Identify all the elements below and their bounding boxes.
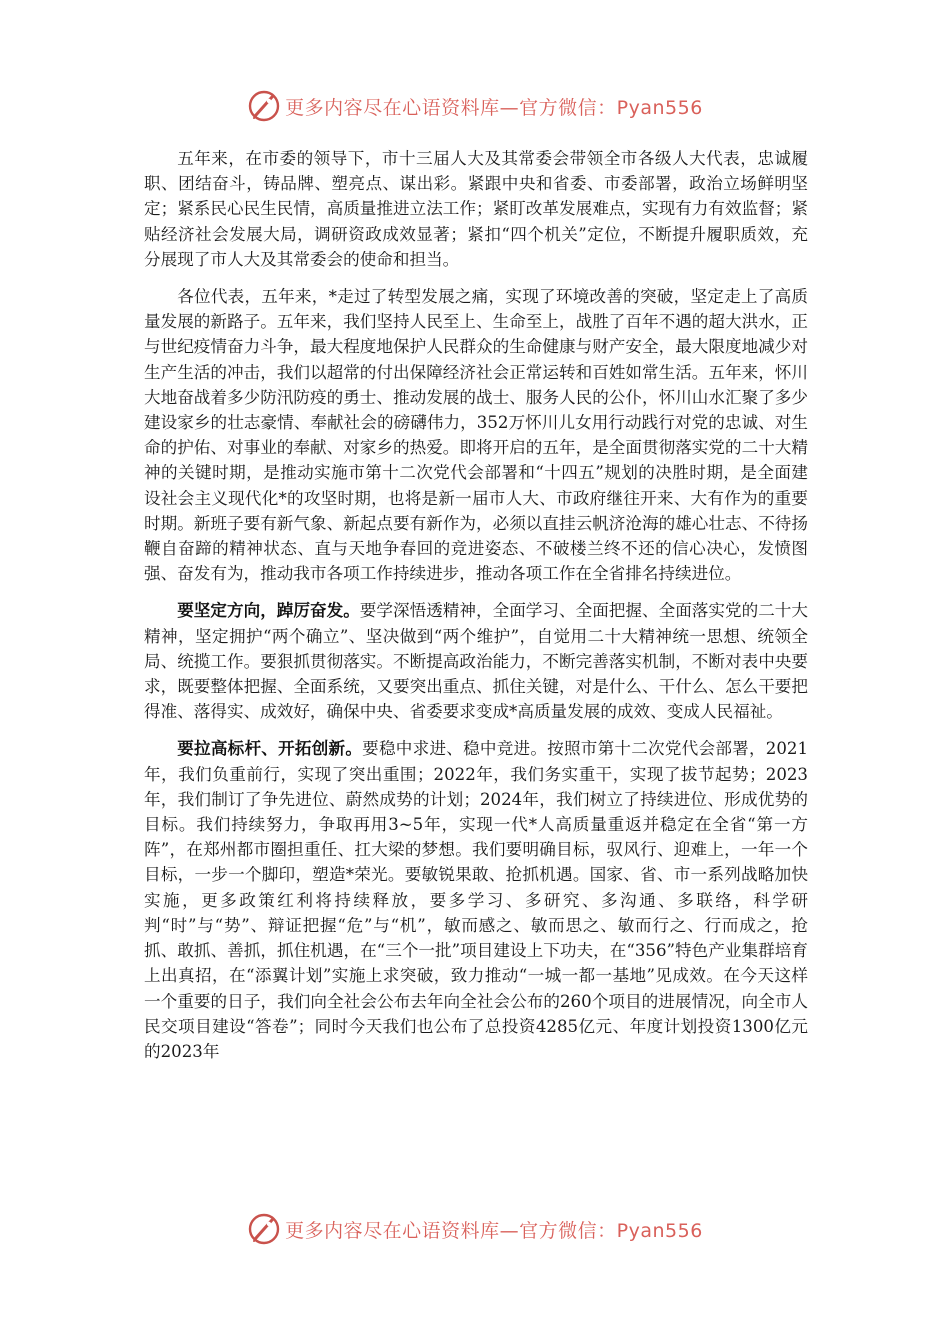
paragraph bbox=[144, 598, 808, 724]
watermark-text: 更多内容尽在心语资料库—官方微信：Pyan556 bbox=[285, 1219, 703, 1242]
paragraph-text: 要稳中求进、稳中竞进。按照市第十二次党代会部署，2021年，我们负重前行，实现了突出重围；2022年，我们务实重干，实现了拔节起势；2023年，我们制订了争先进位、蔚然成势的计划；2024年，我们树立了持续进位、形成优势的目标。我们持续努力，争取再用3~5年，实现一代*人高质量重返并稳定在全省“第一方阵”，在郑州都市圈担重任、扛大梁的梦想。我们要明确目标，驭风行、迎难上，一年一个目标，一步一个脚印，塑造*荣光。要敏锐果敢、抢抓机遇。国家、省、市一系列战略加快实施，更多政策红利将持续释放，要多学习、多研究、多沟通、多联络，科学研判“时”与“势”、辩证把握“危”与“机”，敏而感之、敏而思之、敏而行之、行而成之，抢抓、敢抓、善抓，抓住机遇，在“三个一批”项目建设上下功夫，在“356”特色产业集群培育上出真招，在“添翼计划”实施上求突破，致力推动“一城一都一基地”见成效。在今天这样一个重要的日子，我们向全社会公布去年向全社会公布的260个项目的进展情况，向全市人民交项目建设“答卷”；同时今天我们也公布了总投资4285亿元、年度计划投资1300亿元的2023年 bbox=[144, 739, 808, 1061]
paragraph-lead: 要坚定方向，踔厉奋发。 bbox=[177, 600, 360, 621]
paragraph-text: 各位代表，五年来，*走过了转型发展之痛，实现了环境改善的突破，坚定走上了高质量发展的新路子。五年来，我们坚持人民至上、生命至上，战胜了百年不遇的超大洪水，正与世纪疫情奋力斗争，最大程度地保护人民群众的生命健康与财产安全，最大限度地减少对生产生活的冲击，我们以超常的付出保障经济社会正常运转和百姓如常生活。五年来，怀川大地奋战着多少防汛防疫的勇士、推动发展的战士、服务人民的公仆，怀川山水汇聚了多少建设家乡的壮志豪情、奉献社会的磅礴伟力，352万怀川儿女用行动践行对党的忠诚、对生命的护佑、对事业的奉献、对家乡的热爱。即将开启的五年，是全面贯彻落实党的二十大精神的关键时期，是推动实施市第十二次党代会部署和“十四五”规划的决胜时期，是全面建设社会主义现代化*的攻坚时期，也将是新一届市人大、市政府继往开来、大有作为的重要时期。新班子要有新气象、新起点要有新作为，必须以直挂云帆济沧海的雄心壮志、不待扬鞭自奋蹄的精神状态、直与天地争春回的竞进姿态、不破楼兰终不还的信心决心，发愤图强、奋发有为，推动我市各项工作持续进步，推动各项工作在全省排名持续进位。 bbox=[144, 287, 808, 584]
paragraph bbox=[144, 284, 808, 586]
paragraph-lead: 要拉高标杆、开拓创新。 bbox=[177, 738, 363, 759]
header-watermark-banner bbox=[0, 86, 950, 126]
footer-watermark-banner bbox=[0, 1209, 950, 1249]
paragraph-text: 五年来，在市委的领导下，市十三届人大及其常委会带领全市各级人大代表，忠诚履职、团结奋斗，铸品牌、塑亮点、谋出彩。紧跟中央和省委、市委部署，政治立场鲜明坚定；紧系民心民生民情，高质量推进立法工作；紧盯改革发展难点，实现有力有效监督；紧贴经济社会发展大局，调研资政成效显著；紧扣“四个机关”定位，不断提升履职质效，充分展现了市人大及其常委会的使命和担当。 bbox=[144, 149, 808, 269]
pen-logo-icon bbox=[247, 89, 281, 123]
document-body bbox=[144, 146, 808, 1076]
paragraph bbox=[144, 146, 808, 272]
paragraph bbox=[144, 736, 808, 1064]
pen-logo-icon bbox=[247, 1212, 281, 1246]
paragraph-text: 要学深悟透精神，全面学习、全面把握、全面落实党的二十大精神，坚定拥护“两个确立”、坚决做到“两个维护”，自觉用二十大精神统一思想、统领全局、统揽工作。要狠抓贯彻落实。不断提高政治能力，不断完善落实机制，不断对表中央要求，既要整体把握、全面系统，又要突出重点、抓住关键，对是什么、干什么、怎么干要把得准、落得实、成效好，确保中央、省委要求变成*高质量发展的成效、变成人民福祉。 bbox=[144, 601, 809, 722]
watermark-text: 更多内容尽在心语资料库—官方微信：Pyan556 bbox=[285, 96, 703, 119]
